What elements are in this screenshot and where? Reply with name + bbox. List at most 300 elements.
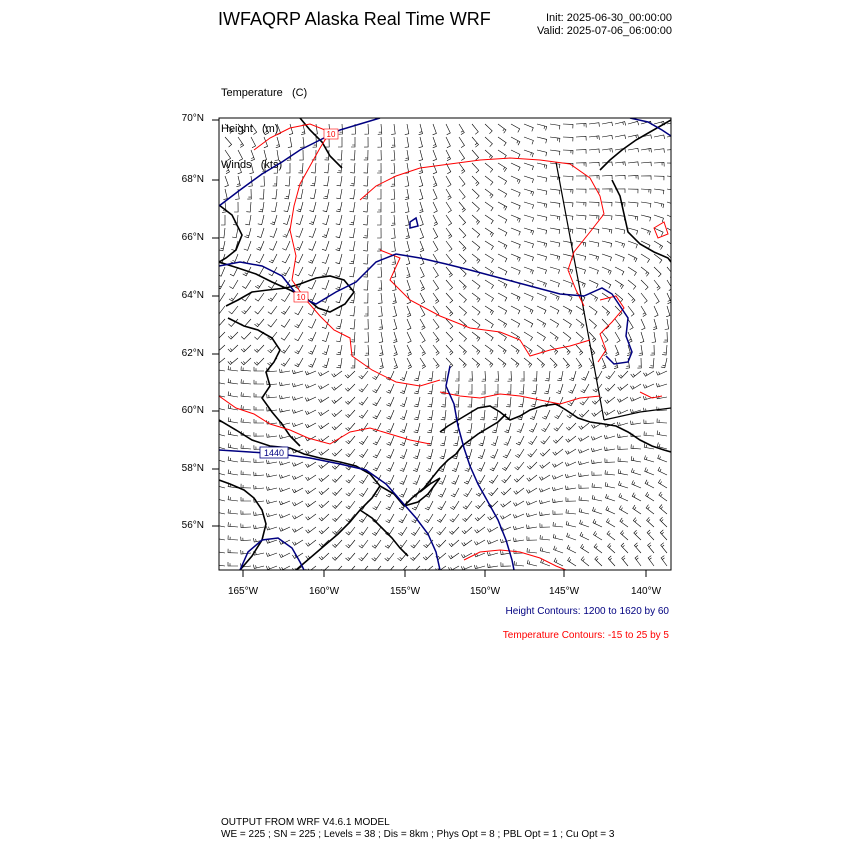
wind-barb [530,410,537,420]
wind-barb [295,267,303,276]
wind-barb [474,540,485,545]
wind-barb [632,493,641,501]
wind-barb [485,241,493,250]
wind-barb [576,254,586,260]
wind-barb [487,552,498,556]
wind-barb [592,483,602,488]
wind-barb [615,162,625,166]
wind-barb [615,332,620,343]
wind-barb [405,189,409,200]
wind-barb [385,540,394,548]
wind-barb [566,521,576,527]
wind-barb [605,384,615,391]
wind-barb [279,395,290,399]
wind-barb [387,423,395,432]
wind-barb [228,549,238,553]
wind-barb [567,545,576,553]
wind-barb [550,150,560,155]
wind-barb [438,488,446,497]
wind-barb [428,397,433,407]
wind-barb [550,137,560,142]
wind-barb [433,163,437,174]
wind-barb [292,383,303,387]
wind-barb [485,163,493,172]
wind-barb [498,293,507,301]
wind-barb [255,280,264,288]
wind-barb [377,189,381,199]
wind-barb [472,319,480,328]
wind-barb [472,137,479,147]
wind-barb [617,422,628,426]
wind-barb [563,319,571,328]
wind-barb [592,460,603,464]
wind-barb [281,332,290,340]
wind-barb [295,306,303,315]
wind-barb [498,176,507,185]
wind-barb [215,366,225,372]
wind-barb [292,410,303,414]
wind-barb [459,137,465,148]
wind-barb [513,501,524,506]
wind-barb [662,345,667,355]
wind-barb [450,514,459,522]
wind-barb [282,241,290,250]
wind-barb [215,534,225,540]
wind-barb [372,514,381,523]
wind-barb [372,553,381,561]
wind-barb [511,228,520,235]
wind-barb [446,202,451,213]
wind-barb [428,384,433,394]
wind-barb [284,189,290,199]
wind-barb [504,436,511,445]
wind-barb [387,436,395,445]
wind-barb [284,202,290,212]
wind-barb [420,267,424,278]
wind-barb [309,241,316,250]
wind-barb [433,241,438,252]
wind-barb [359,410,368,418]
wind-barb [581,557,589,566]
wind-barb [359,436,368,444]
wind-barb [413,462,420,472]
wind-barb [554,546,563,553]
wind-barb [602,280,611,288]
lat-label-56: 56°N [181,520,204,531]
wind-barb [654,293,659,304]
wind-barb [433,215,438,226]
wind-barb [524,228,534,235]
wind-barb [411,540,420,548]
wind-barb [615,267,624,275]
wind-barb [215,332,225,339]
wind-barb [256,254,264,263]
wind-barb [419,150,423,161]
wind-barb [378,293,382,303]
wind-barb [576,150,586,154]
wind-barb [644,420,654,424]
wind-barb [219,241,225,251]
wind-barb [379,358,383,369]
wind-barb [537,228,547,234]
wind-barb [282,254,290,263]
wind-barb [245,215,251,225]
wind-barb [526,488,537,493]
wind-barb [659,492,667,501]
wind-barb [283,215,290,225]
wind-barb [578,449,589,453]
wind-barb [545,371,550,381]
wind-barb [385,527,394,536]
wind-barb [631,371,641,377]
wind-barb [477,462,485,471]
wind-barb [645,480,654,488]
wind-barb [537,150,547,156]
wind-barb [268,345,277,353]
wind-barb [524,267,533,274]
wind-barb [346,436,355,444]
wind-barb [400,384,407,394]
wind-barb [615,345,619,356]
wind-barb [346,553,356,561]
wind-barb [618,445,628,449]
wind-barb [462,527,472,534]
valid-time: Valid: 2025-07-06_06:00:00 [537,25,672,37]
wind-barb [485,124,492,134]
wind-barb [493,410,498,420]
wind-barb [656,383,667,387]
wind-barb [667,202,677,209]
wind-barb [589,267,598,274]
wind-barb [511,306,520,314]
wind-barb [270,228,277,237]
wind-barb [524,306,533,314]
wind-barb [281,319,290,327]
wind-barb [537,280,546,287]
wind-barb [605,458,615,462]
wind-barb [391,163,395,173]
wind-barb [498,150,506,159]
wind-barb [379,319,383,330]
wind-barb [398,527,407,536]
variable-height: Height (m) [221,123,279,135]
wind-barb [319,501,329,508]
wind-barb [633,505,641,514]
wind-barb [281,293,290,302]
wind-barb [241,537,251,541]
wind-barb [289,124,293,135]
wind-barb [428,371,433,381]
wind-barb [485,202,493,211]
wind-barb [576,280,585,288]
wind-barb [221,215,225,225]
wind-barb [526,513,537,517]
wind-barb [446,124,450,135]
wind-barb [537,202,547,208]
wind-barb [541,436,550,444]
wind-barb [446,306,453,316]
wind-barb [378,124,382,134]
wind-barb [350,306,355,316]
wind-barb [228,496,238,501]
wind-barb [229,306,238,314]
wind-barb [400,423,407,433]
wind-barb [550,241,560,247]
wind-barb [268,293,277,301]
wind-barb [433,124,437,135]
wind-barb [511,241,520,248]
wind-barb [427,410,433,420]
wind-barb [283,228,290,237]
wind-barb [472,189,479,199]
wind-barb [489,475,498,483]
wind-barb [644,455,654,462]
wind-barb [241,358,251,365]
wind-barb [425,501,433,510]
wind-barb [493,397,498,407]
wind-barb [427,449,433,459]
lat-label-66: 66°N [181,232,204,243]
wind-barb [540,449,550,456]
wind-barb [363,176,368,186]
wind-barb [576,358,582,369]
wind-barb [228,470,238,476]
wind-barb [579,508,589,514]
wind-barb [306,475,317,481]
wind-barb [661,556,667,566]
wind-barb [332,449,342,456]
wind-barb [308,254,316,263]
wind-barb [619,481,629,488]
wind-barb [363,202,368,212]
wind-barb [433,293,439,304]
wind-barb [299,150,303,160]
wind-barb [615,280,623,289]
wind-barb [446,215,452,226]
wind-barb [589,306,597,315]
wind-barb [281,306,290,314]
wind-barb [400,410,407,420]
wind-barb [641,189,651,194]
wind-barb [667,293,671,304]
wind-barb [537,241,547,247]
wind-barb [528,436,537,445]
wind-barb [359,553,368,561]
wind-barb [377,241,381,251]
wind-barb [553,436,563,443]
wind-barb [628,306,634,316]
wind-barb [498,241,507,249]
wind-barb [485,345,493,354]
wind-barb [464,488,473,497]
wind-barb [279,488,290,492]
wind-barb [386,501,394,510]
wind-barb [468,371,472,381]
wind-barb [225,163,230,174]
wind-barb [527,462,537,469]
lon-label-150: 150°W [469,586,501,597]
wind-barb [267,433,277,437]
wind-barb [332,540,342,547]
wind-barb [524,163,534,170]
wind-barb [602,267,611,275]
wind-barb [332,423,342,430]
wind-barb [269,254,277,263]
wind-barb [364,306,368,316]
wind-barb [377,254,381,264]
wind-barb [526,501,537,505]
wind-barb [537,189,547,195]
wind-barb [279,501,290,505]
wind-barb [338,137,342,147]
plot-title: IWFAQRP Alaska Real Time WRF [218,9,491,29]
wind-barb [446,280,453,290]
wind-barb [305,462,316,467]
wind-barb [440,436,446,446]
wind-barb [506,397,511,407]
wind-barb [393,319,397,330]
wind-barb [485,319,493,328]
wind-barb [215,404,225,410]
wind-barb [563,215,573,220]
wind-barb [337,176,342,186]
wind-barb [602,122,613,126]
wind-barb [498,280,507,288]
wind-barb [359,540,368,548]
wind-barb [621,530,629,540]
wind-barb [665,319,669,330]
wind-barb [550,163,560,168]
wind-barb [405,124,409,135]
wind-barb [511,319,520,327]
wind-barb [305,423,316,428]
wind-barb [579,473,590,477]
wind-barb [647,530,654,540]
wind-barb [268,319,277,327]
wind-barb [589,319,597,329]
wind-barb [657,419,667,424]
wind-barb [359,449,368,457]
wind-barb [482,371,486,381]
wind-barb [550,306,559,314]
wind-barb [446,150,451,161]
wind-barb [524,241,534,248]
wind-barb [407,280,411,291]
wind-barb [229,280,238,289]
wind-barb [449,540,459,547]
wind-barb [377,215,381,225]
wind-barb [618,457,628,462]
wind-barb [515,462,524,470]
wind-barb [349,228,355,238]
wind-barb [608,543,615,553]
wind-barb [660,530,667,540]
wind-barb [336,345,342,355]
wind-barb [279,514,290,518]
wind-barb [476,501,486,509]
wind-barb [498,124,506,133]
wind-barb [527,536,537,540]
wind-barb [566,509,576,514]
wind-barb [537,137,547,143]
wind-barb [605,470,615,475]
wind-barb [407,345,411,356]
wind-barb [241,484,251,488]
wind-barb [285,176,290,186]
lat-label-68: 68°N [181,174,204,185]
wind-barbs [215,121,678,573]
wind-barb [618,469,628,475]
wind-barb [336,189,342,199]
wind-barb [576,176,586,180]
wind-barb [645,468,654,476]
wind-barb [554,423,563,431]
wind-barb [579,423,589,429]
wind-barb [446,293,453,303]
wind-barb [472,215,480,225]
wind-barb [216,293,225,301]
wind-barb [255,306,264,314]
wind-barb [589,280,598,288]
wind-barb [310,202,317,212]
wind-barb [606,494,616,501]
wind-barb [654,280,660,290]
wind-barb [336,293,342,303]
wind-barb [228,332,238,339]
wind-barb [498,202,507,210]
wind-barb [581,371,589,380]
wind-barb [351,358,355,368]
wind-barb [593,519,602,527]
wind-barb [305,397,316,401]
wind-barb [615,228,625,234]
wind-barb [528,449,537,457]
wind-barb [663,332,667,342]
wind-barb [254,459,264,463]
wind-barb [602,202,612,206]
wind-barb [259,202,264,212]
wind-barb [524,254,534,261]
wind-barb [657,431,667,437]
wind-barb [400,462,407,471]
wind-barb [472,358,480,368]
wind-barb [305,449,316,454]
wind-barb [511,254,520,262]
wind-barb [349,267,355,277]
wind-barb [295,358,303,367]
wind-barb [433,202,437,213]
wind-barb [654,135,665,139]
wind-barb [337,150,342,160]
lon-label-160: 160°W [308,586,340,597]
wind-barb [485,215,493,224]
wind-barb [332,384,342,390]
wind-barb [553,499,564,503]
wind-barb [406,228,410,239]
wind-barb [485,358,493,367]
wind-barb [472,228,480,238]
wind-barb [254,345,264,352]
wind-barb [652,332,656,343]
wind-barb [485,228,493,237]
wind-barb [606,518,615,527]
wind-barb [537,163,547,169]
wind-barb [537,267,547,274]
wind-barb [553,510,563,514]
wind-barb [666,306,670,317]
wind-barb [524,293,533,301]
wind-barb [308,267,316,276]
